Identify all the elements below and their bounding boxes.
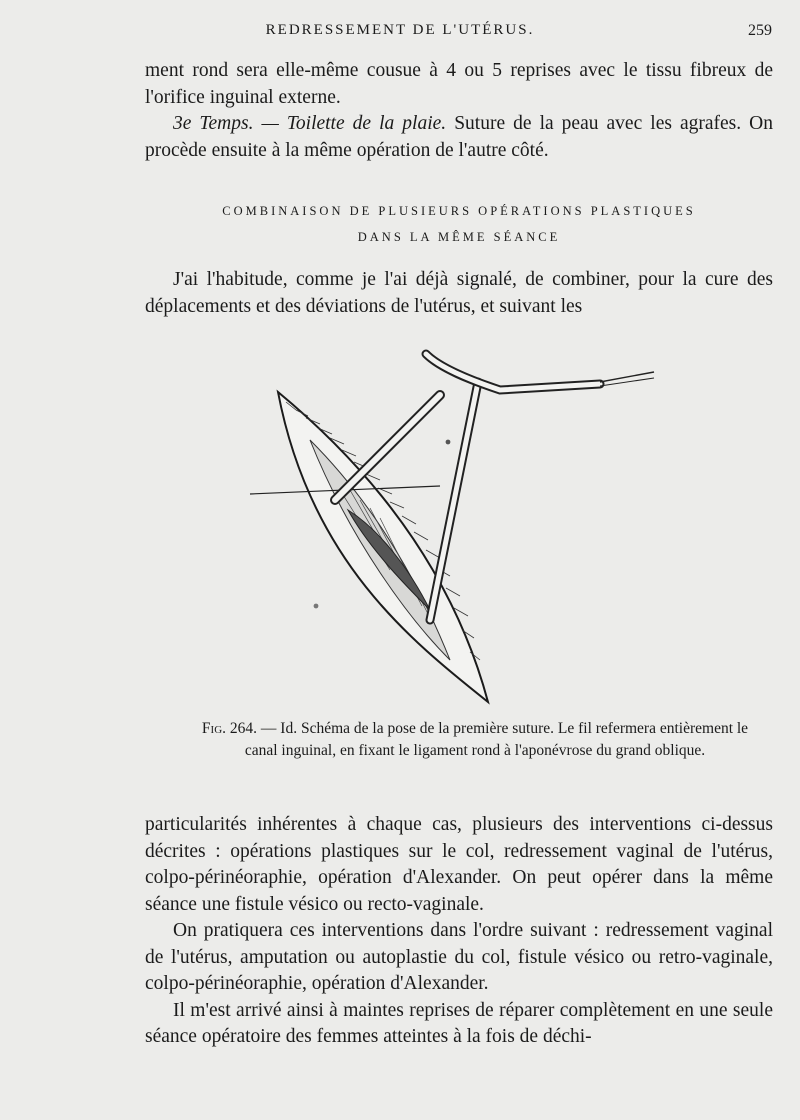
top-text-block	[145, 58, 773, 164]
figure-caption	[200, 718, 750, 762]
paragraph: On pratiquera ces interventions dans l'ordre suivant : redressement vaginal de l'utérus, amputation ou autoplastie du col, fistule vésico ou retro-vaginale, colpo-périnéoraphie, opération d'Alexander.	[145, 920, 773, 994]
paragraph: particularités inhérentes à chaque cas, plusieurs des interventions ci-dessus décrites : opérations plastiques sur le col, redressement vaginal de l'utérus, colpo-périnéoraphie, opération d'Alexander. On peut opérer dans la même séance une fistule vésico ou recto-vaginale.	[145, 814, 773, 915]
section-heading	[145, 198, 773, 250]
caption-text: — Id. Schéma de la pose de la première suture. Le fil refermera entièrement le canal inguinal, en fixant le ligament rond à l'aponévrose du grand oblique.	[244, 720, 749, 759]
paragraph: Il m'est arrivé ainsi à maintes reprises de réparer complètement en une seule séance opératoire des femmes atteintes à la fois de déchi-	[145, 999, 773, 1047]
bottom-text-block	[145, 812, 773, 1051]
step-text: Suture de la peau avec les agrafes. On procède ensuite à la même opération de l'autre côté.	[145, 113, 773, 161]
section-heading-line: COMBINAISON DE PLUSIEURS OPÉRATIONS PLASTIQUES	[222, 204, 696, 218]
section-heading-line: DANS LA MÊME SÉANCE	[357, 230, 561, 244]
mid-text-block	[145, 267, 773, 320]
figure-label: Fig. 264.	[201, 720, 258, 737]
surgical-suture-illustration-icon	[240, 340, 670, 710]
running-title: REDRESSEMENT DE L'UTÉRUS.	[265, 22, 535, 38]
step-label: 3e Temps. — Toilette de la plaie.	[173, 113, 447, 134]
paragraph: J'ai l'habitude, comme je l'ai déjà signalé, de combiner, pour la cure des déplacements et des déviations de l'utérus, et suivant les	[145, 269, 773, 317]
figure	[240, 340, 670, 710]
paragraph	[145, 111, 773, 164]
page-number: 259	[748, 22, 772, 39]
paragraph: ment rond sera elle-même cousue à 4 ou 5 reprises avec le tissu fibreux de l'orifice inguinal externe.	[145, 60, 773, 108]
